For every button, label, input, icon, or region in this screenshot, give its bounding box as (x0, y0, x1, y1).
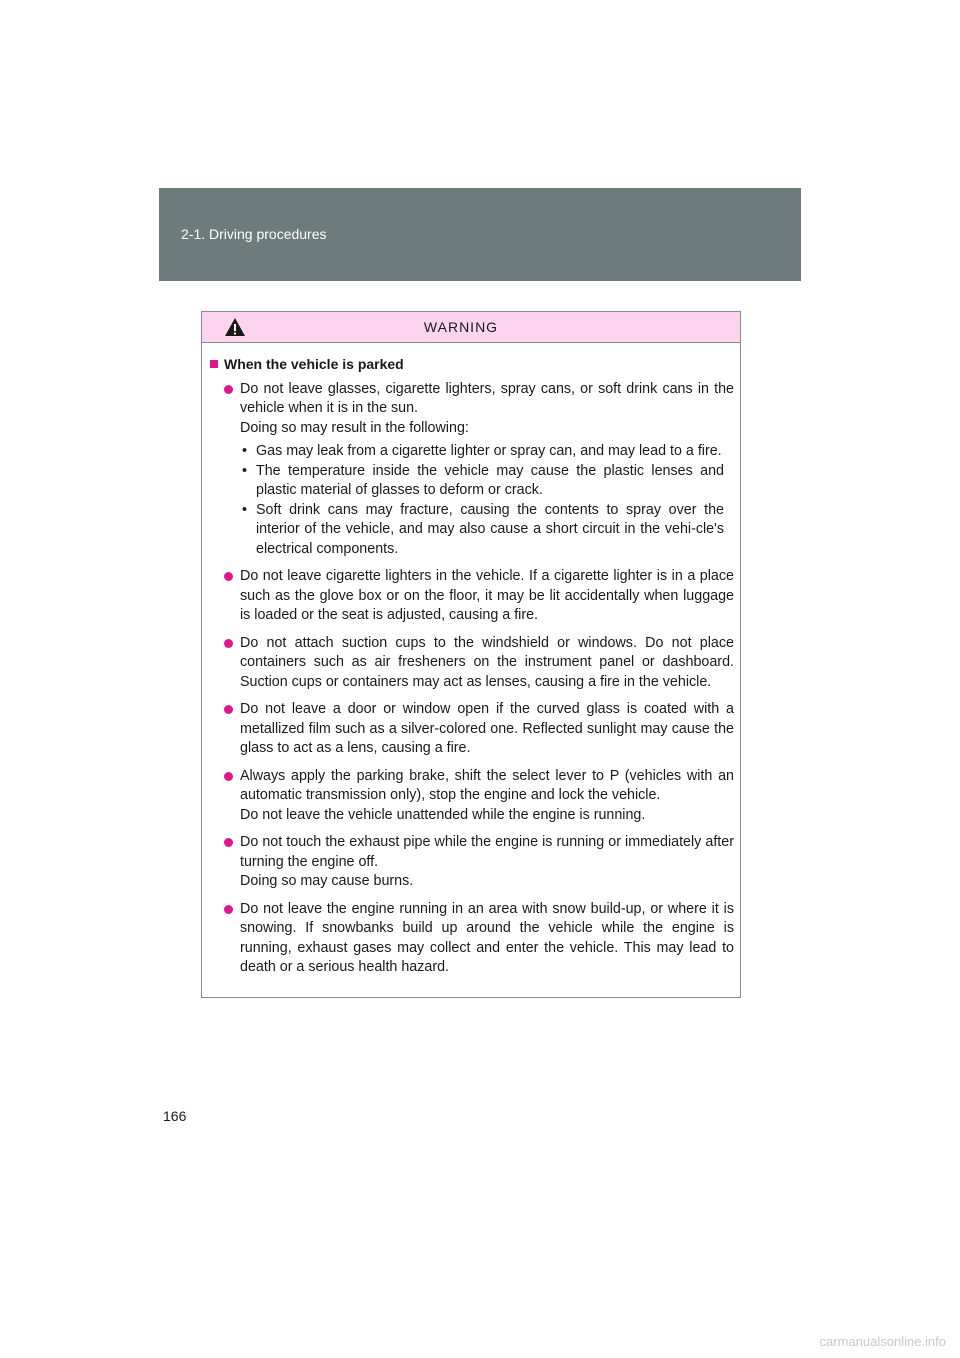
warning-item-paragraph: Doing so may cause burns. (240, 873, 414, 889)
page-number: 166 (163, 1108, 187, 1124)
warning-item-paragraph: Do not leave the vehicle unattended while the engine is running. (240, 806, 646, 823)
warning-header (202, 312, 740, 343)
circle-bullet-icon (224, 385, 233, 394)
small-bullet-icon: • (242, 462, 248, 479)
warning-item-paragraph: Do not attach suction cups to the windshield or windows. Do not place containers such as air fresheners on the instrument panel or dashboard. Suction cups or containers may act as lenses, causing a fire in the vehicle. (240, 634, 734, 690)
warning-sub-item-text: Soft drink cans may fracture, causing the contents to spray over the interior of the vehicle, and may also cause a short circuit in the vehi-cle's electrical components. (256, 501, 724, 557)
circle-bullet-icon (224, 838, 233, 847)
warning-sub-item-text: The temperature inside the vehicle may cause the plastic lenses and plastic material of glasses to deform or crack. (256, 462, 724, 498)
warning-box (201, 311, 741, 998)
warning-sub-item (242, 442, 734, 462)
warning-item (224, 767, 734, 826)
warning-item-paragraph: Do not leave cigarette lighters in the vehicle. If a cigarette lighter is in a place such as the glove box or on the floor, it may be lit accidentally when luggage is loaded or the seat is adjusted, causing a fire. (240, 568, 734, 623)
warning-item (224, 833, 734, 892)
warning-subhead (210, 355, 734, 375)
warning-item-paragraph: Doing so may result in the following: (240, 419, 469, 436)
circle-bullet-icon (224, 639, 233, 648)
warning-item (224, 900, 734, 978)
section-title: 2-1. Driving procedures (181, 226, 327, 242)
warning-sub-item (242, 462, 734, 501)
warning-item-content (240, 767, 734, 826)
warning-sub-list (240, 442, 734, 559)
warning-item (224, 634, 734, 693)
warning-item-content (240, 833, 734, 892)
warning-subhead-text: When the vehicle is parked (224, 356, 404, 372)
warning-sub-item-text: Gas may leak from a cigarette lighter or spray can, and may lead to a fire. (256, 443, 722, 459)
circle-bullet-icon (224, 705, 233, 714)
section-header-band (159, 188, 801, 281)
warning-item (224, 380, 734, 560)
warning-label: WARNING (423, 319, 499, 335)
warning-item-paragraph: Do not leave glasses, cigarette lighters, spray cans, or soft drink cans in the vehicle when it is in the sun. (240, 380, 734, 416)
warning-item-content (240, 380, 734, 560)
warning-item-paragraph: Always apply the parking brake, shift the select lever to P (vehicles with an automatic transmission only), stop the engine and lock the vehicle. (240, 767, 734, 803)
warning-item-content (240, 900, 734, 978)
warning-item-paragraph: Do not touch the exhaust pipe while the engine is running or immediately after turning the engine off. (240, 834, 734, 870)
circle-bullet-icon (224, 572, 233, 581)
watermark: carmanualsonline.info (819, 1334, 946, 1349)
warning-sub-item (242, 501, 734, 560)
circle-bullet-icon (224, 905, 233, 914)
warning-body (202, 343, 740, 978)
warning-item-content (240, 567, 734, 626)
warning-item (224, 700, 734, 759)
warning-item-content (240, 700, 734, 759)
warning-item-paragraph: Do not leave a door or window open if the curved glass is coated with a metallized film such as a silver-colored one. Reflected sunlight may cause the glass to act as a lens, causing a fire. (240, 701, 734, 756)
square-bullet-icon (210, 360, 218, 368)
warning-item-paragraph: Do not leave the engine running in an area with snow build-up, or where it is snowing. If snowbanks build up around the vehicle while the engine is running, exhaust gases may collect and enter the vehicle. This may lead to death or a serious health hazard. (240, 900, 734, 975)
warning-item-list (210, 380, 734, 978)
warning-item (224, 567, 734, 626)
small-bullet-icon: • (242, 501, 248, 518)
circle-bullet-icon (224, 772, 233, 781)
warning-item-content (240, 634, 734, 693)
warning-triangle-icon (224, 317, 246, 337)
small-bullet-icon: • (242, 443, 248, 459)
